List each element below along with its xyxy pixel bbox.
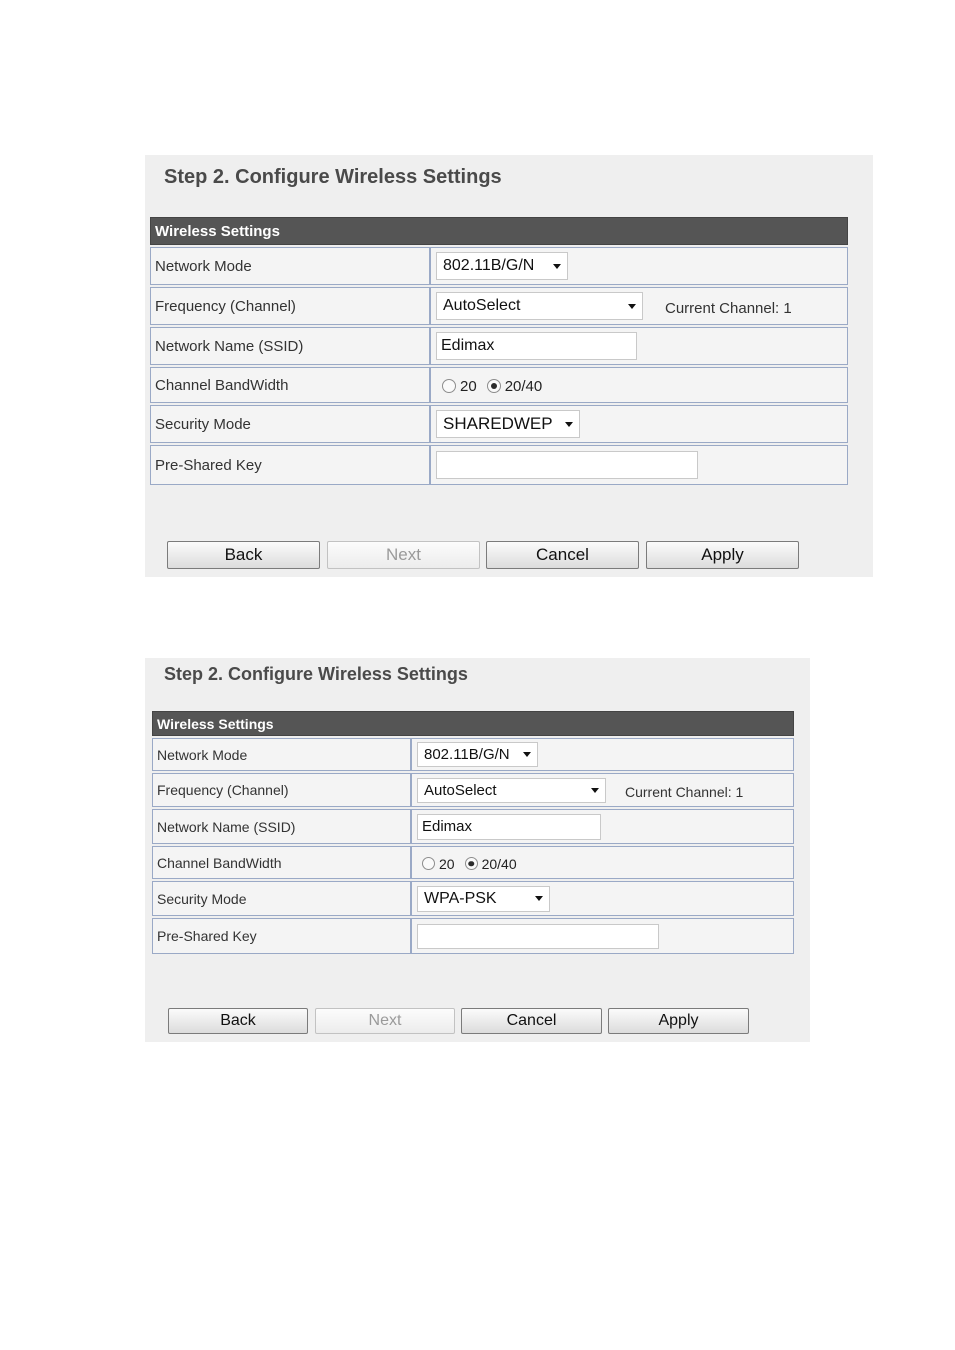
bandwidth-20-radio[interactable]	[422, 857, 435, 870]
page-title: Step 2. Configure Wireless Settings	[164, 664, 468, 684]
wizard-panel-1	[145, 155, 873, 577]
psk-input[interactable]	[436, 451, 698, 479]
network-mode-label: Network Mode	[152, 738, 411, 771]
next-button[interactable]: Next	[315, 1008, 455, 1034]
psk-label: Pre-Shared Key	[152, 918, 411, 954]
chevron-down-icon	[523, 752, 531, 757]
bandwidth-2040-label: 20/40	[504, 377, 543, 395]
frequency-label: Frequency (Channel)	[150, 287, 430, 325]
bandwidth-label: Channel BandWidth	[152, 846, 411, 879]
section-header: Wireless Settings	[150, 217, 848, 245]
bandwidth-2040-label: 20/40	[481, 855, 517, 872]
frequency-label: Frequency (Channel)	[152, 773, 411, 807]
next-button[interactable]: Next	[327, 541, 480, 569]
ssid-label: Network Name (SSID)	[150, 327, 430, 365]
cancel-button[interactable]: Cancel	[486, 541, 639, 569]
frequency-select[interactable]: AutoSelect	[436, 292, 643, 320]
apply-button[interactable]: Apply	[646, 541, 799, 569]
bandwidth-20-radio[interactable]	[442, 379, 456, 393]
bandwidth-20-label: 20	[439, 855, 455, 872]
network-mode-select[interactable]: 802.11B/G/N	[417, 742, 538, 767]
bandwidth-2040-radio[interactable]	[465, 857, 478, 870]
wizard-panel-2	[145, 658, 810, 1042]
chevron-down-icon	[628, 304, 636, 309]
bandwidth-20-label: 20	[460, 377, 477, 395]
chevron-down-icon	[565, 422, 573, 427]
current-channel-text: Current Channel: 1	[665, 299, 792, 317]
ssid-label: Network Name (SSID)	[152, 809, 411, 844]
cancel-button[interactable]: Cancel	[461, 1008, 602, 1034]
back-button[interactable]: Back	[167, 541, 320, 569]
chevron-down-icon	[535, 896, 543, 901]
security-mode-select[interactable]: SHAREDWEP	[436, 410, 580, 438]
security-mode-label: Security Mode	[152, 881, 411, 916]
ssid-input[interactable]: Edimax	[417, 814, 601, 840]
ssid-input[interactable]: Edimax	[436, 332, 637, 360]
bandwidth-label: Channel BandWidth	[150, 367, 430, 403]
section-header: Wireless Settings	[152, 711, 794, 736]
network-mode-label: Network Mode	[150, 247, 430, 285]
psk-input[interactable]	[417, 924, 659, 949]
current-channel-text: Current Channel: 1	[625, 784, 744, 800]
security-mode-label: Security Mode	[150, 405, 430, 443]
psk-label: Pre-Shared Key	[150, 445, 430, 485]
wireless-settings-table	[150, 215, 848, 487]
chevron-down-icon	[591, 788, 599, 793]
network-mode-select[interactable]: 802.11B/G/N	[436, 252, 568, 280]
wireless-settings-table	[152, 709, 794, 956]
chevron-down-icon	[553, 264, 561, 269]
back-button[interactable]: Back	[168, 1008, 308, 1034]
apply-button[interactable]: Apply	[608, 1008, 749, 1034]
bandwidth-2040-radio[interactable]	[487, 379, 501, 393]
frequency-select[interactable]: AutoSelect	[417, 778, 606, 803]
security-mode-select[interactable]: WPA-PSK	[417, 886, 550, 912]
page-title: Step 2. Configure Wireless Settings	[164, 166, 502, 188]
